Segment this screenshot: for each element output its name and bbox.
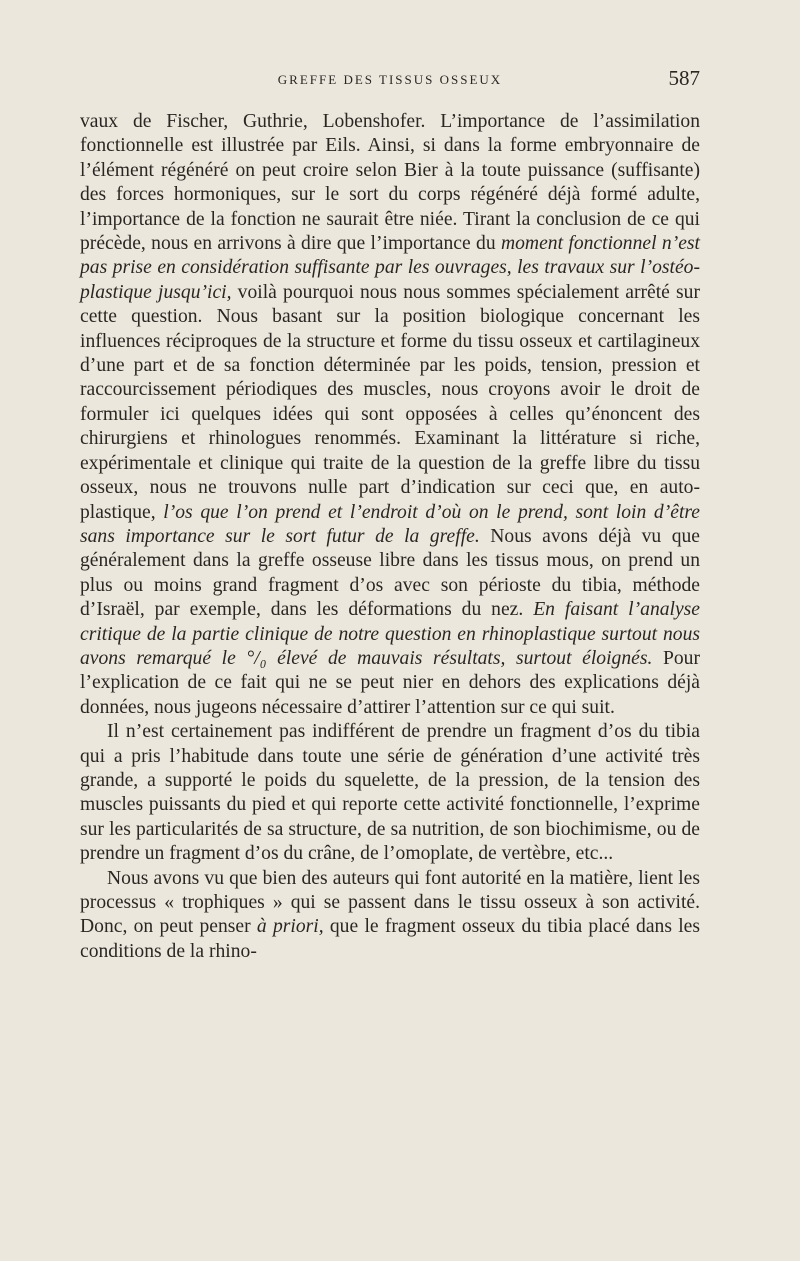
paragraph-1-italic-2: l’os que l’on prend et l’endroit d’où on le prend, sont loin d’être sans importance sur le sort futur de la greffe. [80, 501, 700, 547]
paragraph-3-text-2: que le fragment osseux du tibia placé dans les conditions de la rhino- [80, 916, 700, 962]
paragraph-1-text-2: voilà pourquoi nous nous sommes spécialement arrêté sur cette question. Nous basant sur la position biologique concernant les influences réciproques de la structure et forme du tissu osseux et cartilagineux d’une part et de sa fonction déterminée par les poids, tension, pression et raccourcissement périodiques des muscles, nous croyons avoir le droit de formuler ici quelques idées qui sont opposées à celles qu’énoncent des chirurgiens et rhinologues renommés. Examinant la littérature si riche, expérimentale et clinique qui traite de la question de la greffe libre du tissu osseux, nous ne trouvons nulle part d’indication sur ceci que, en auto-plastique, [80, 281, 700, 523]
paragraph-1-text-4: Pour l’explication de ce fait qui ne se peut nier en dehors des explications déjà données, nous jugeons nécessaire d’attirer l’attention sur ce qui suit. [80, 647, 700, 718]
page-number: 587 [668, 66, 700, 90]
page-header [80, 64, 700, 94]
paragraph-1-text-3: Nous avons déjà vu que généralement dans la greffe osseuse libre dans les tissus mous, on prend un plus ou moins grand fragment d’os avec son périoste du tibia, méthode d’Israël, par exemple, dans les déformations du nez. [80, 525, 701, 621]
paragraph-1-text-1: vaux de Fischer, Guthrie, Lobenshofer. L’importance de l’assimilation fonctionnelle est illustrée par Eils. Ainsi, si dans la forme embryonnaire de l’élément régénéré on peut croire selon Bier à la toute puissance (suffisante) des forces hormoniques, sur le sort du corps régénéré déjà formé adulte, l’importance de la fonction ne saurait être niée. Tirant la conclusion de ce qui précède, nous en arrivons à dire que l’importance du [80, 111, 700, 255]
paragraph-2-text-1: Il n’est certainement pas indifférent de prendre un fragment d’os du tibia qui a pris l’habitude dans toute une série de génération d’une activité très grande, a supporté le poids du squelette, de la pression, de la tension des muscles puissants du pied et qui reporte cette activité fonctionnelle, l’exprime sur les particularités de sa structure, de sa nutrition, de son biochimisme, ou de prendre un fragment d’os du crâne, de l’omoplate, de vertèbre, etc... [80, 721, 700, 865]
paragraph-2 [80, 720, 700, 866]
paragraph-1 [80, 110, 700, 720]
paragraph-1-italic-1: moment fonctionnel n’est pas prise en considération suffisante par les ouvrages, les travaux sur l’ostéo-plastique jusqu’ici, [80, 233, 700, 303]
paragraph-1-italic-3: En faisant l’analyse critique de la partie clinique de notre question en rhinoplastique surtout nous avons remarqué le °/₀ élevé de mauvais résultats, surtout éloignés. [80, 599, 700, 669]
page-body [80, 110, 700, 964]
running-title: GREFFE DES TISSUS OSSEUX [277, 72, 503, 87]
paragraph-3-text-1: Nous avons vu que bien des auteurs qui font autorité en la matière, lient les processus « trophiques » qui se passent dans le tissu osseux à son activité. Donc, on peut penser [80, 867, 700, 938]
paragraph-3 [80, 867, 700, 965]
paragraph-3-italic-1: à priori, [256, 916, 324, 938]
